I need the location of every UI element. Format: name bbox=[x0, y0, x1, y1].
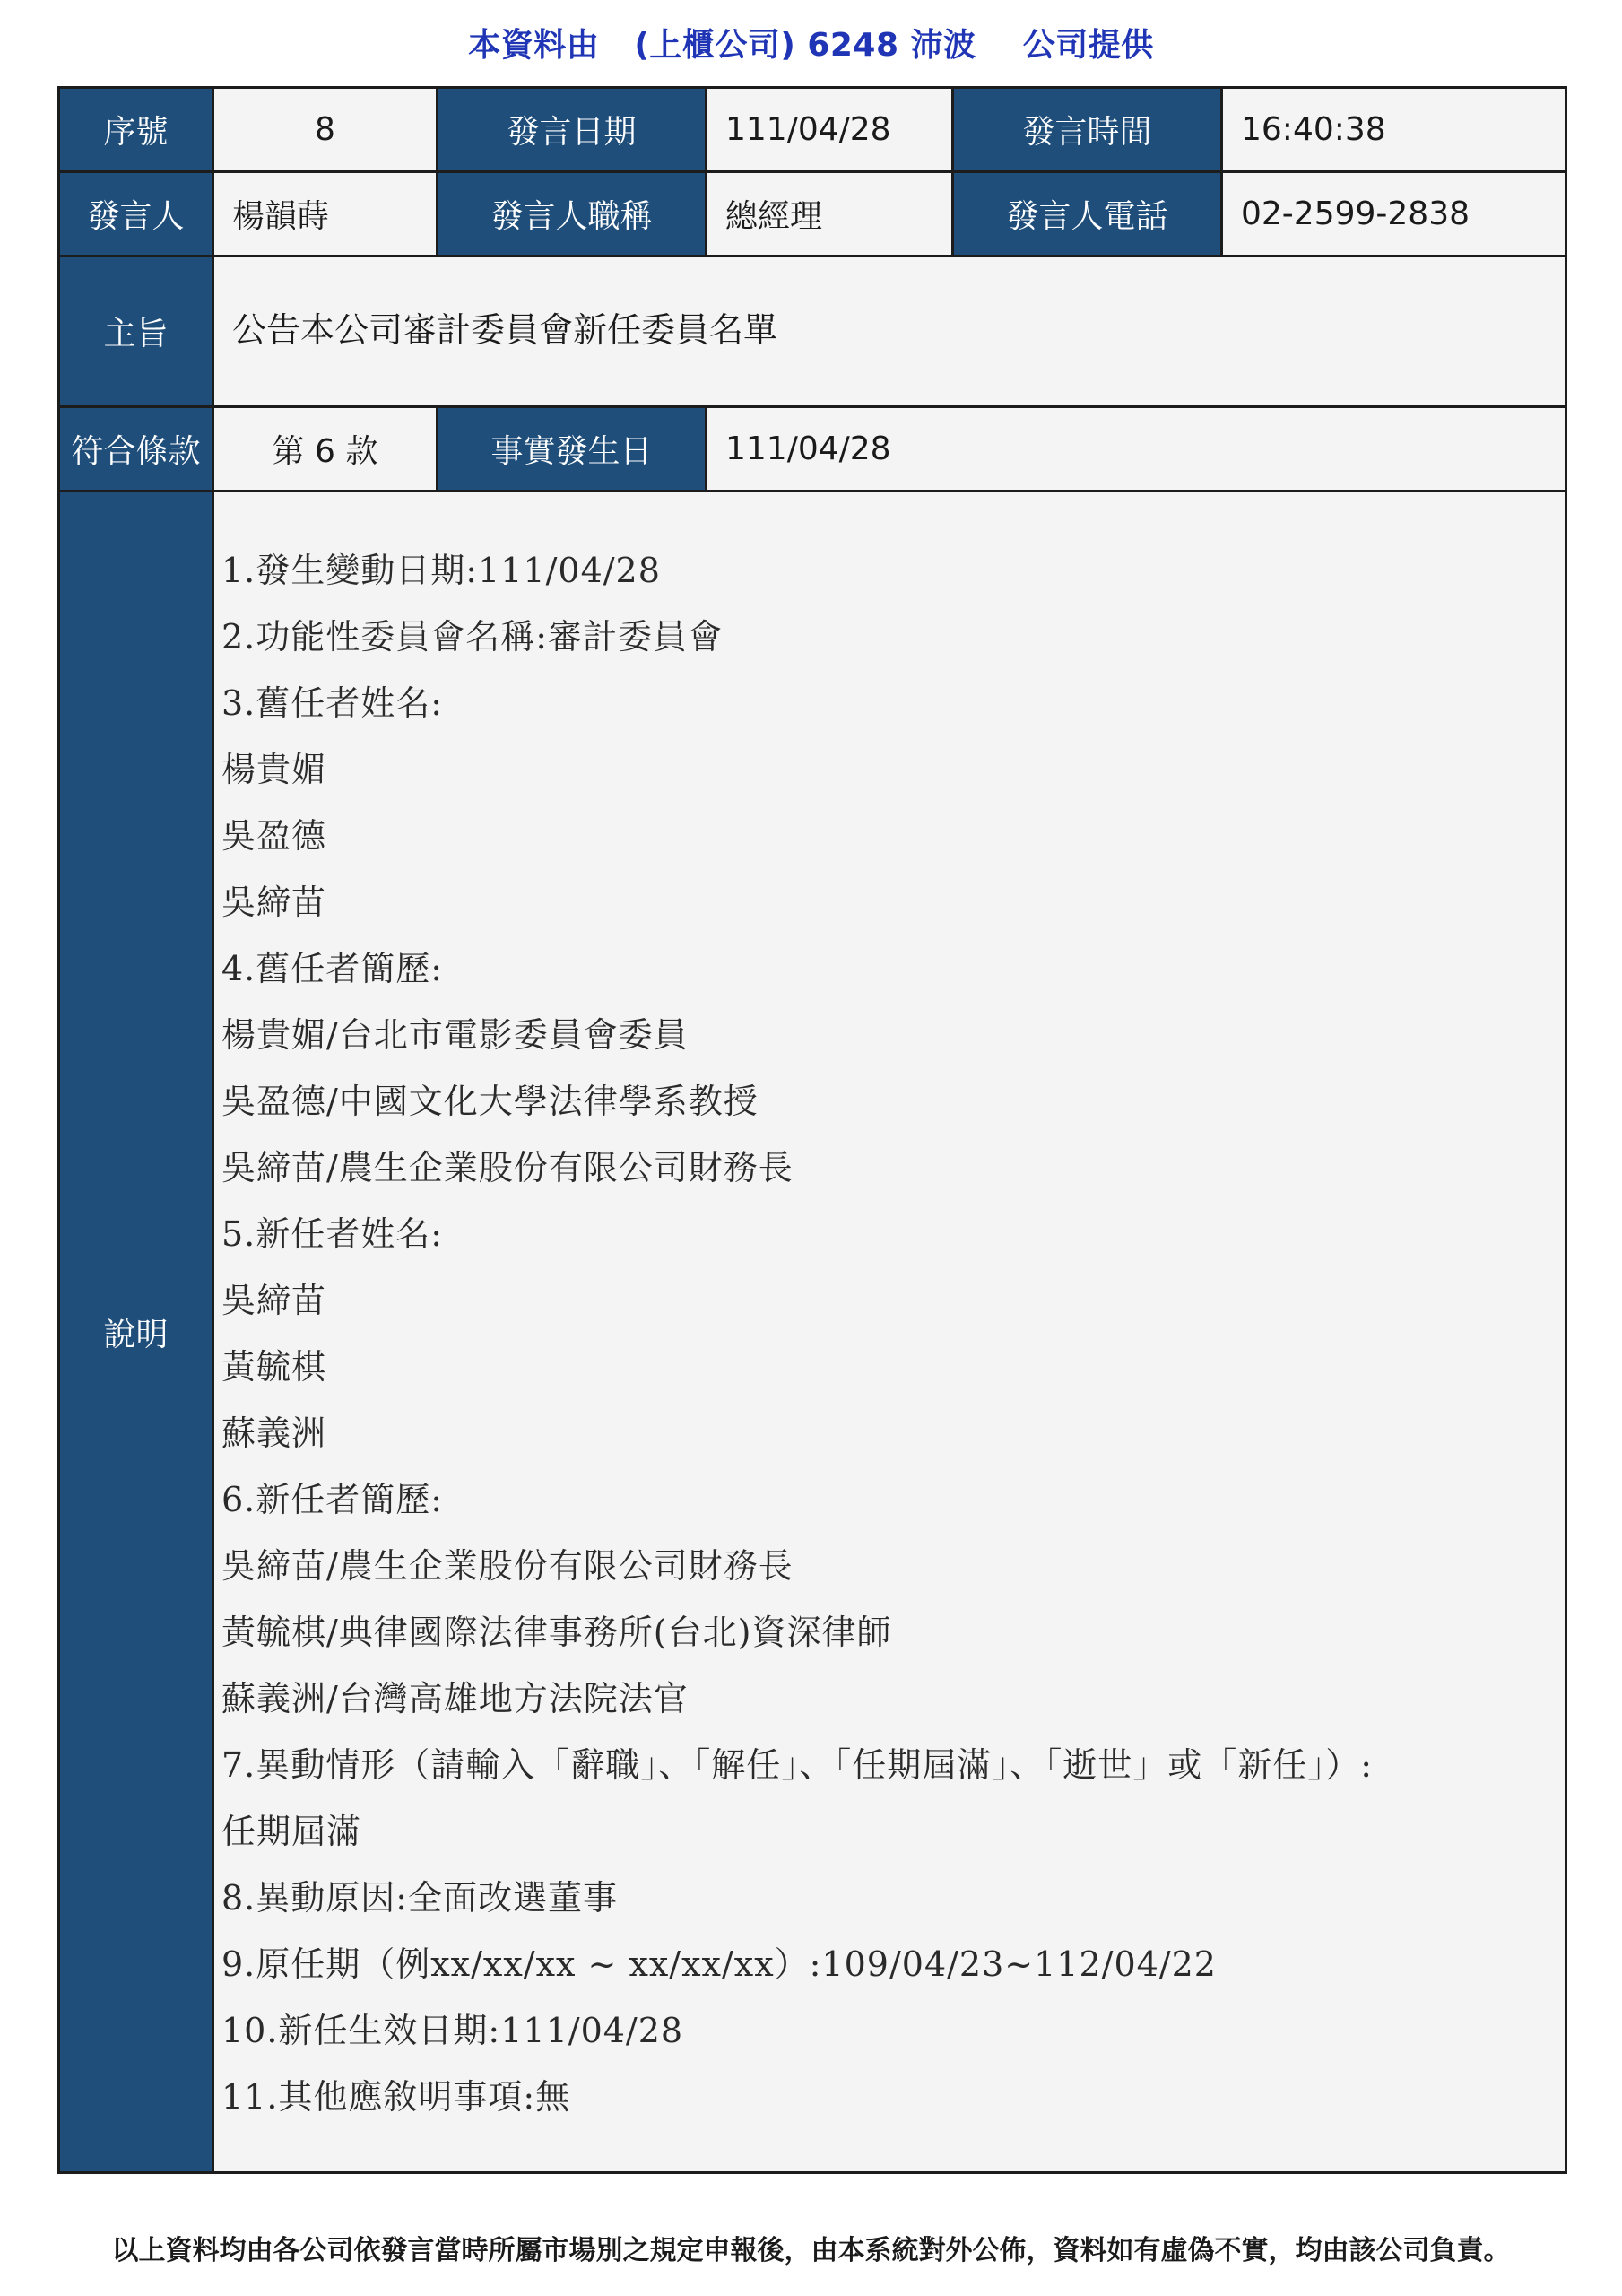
description-line: 吳盈德 bbox=[221, 816, 327, 856]
description-line: 11.其他應敘明事項:無 bbox=[221, 2077, 571, 2117]
date-value: 111/04/28 bbox=[707, 89, 954, 170]
row-subject bbox=[60, 257, 1565, 408]
description-line: 10.新任生效日期:111/04/28 bbox=[221, 2011, 684, 2050]
speaker-phone-value: 02-2599-2838 bbox=[1223, 173, 1565, 255]
description-line: 6.新任者簡歷: bbox=[221, 1480, 444, 1519]
description-line: 任期屆滿 bbox=[221, 1812, 362, 1851]
description-line: 4.舊任者簡歷: bbox=[221, 949, 444, 988]
time-value: 16:40:38 bbox=[1223, 89, 1565, 170]
header-prefix: 本資料由 bbox=[468, 27, 600, 64]
description-body bbox=[214, 492, 1565, 2171]
header-company-name: 沛波 bbox=[910, 27, 976, 64]
description-line: 黃毓棋/典律國際法律事務所(台北)資深律師 bbox=[221, 1613, 892, 1652]
subject-value: 公告本公司審計委員會新任委員名單 bbox=[214, 257, 1565, 405]
description-line: 吳締苗 bbox=[221, 1281, 327, 1320]
description-line: 吳盈德/中國文化大學法律學系教授 bbox=[221, 1082, 759, 1121]
speaker-label: 發言人 bbox=[60, 173, 214, 255]
description-line: 吳締苗 bbox=[221, 883, 327, 922]
fact-date-value: 111/04/28 bbox=[707, 408, 1565, 490]
speaker-value: 楊韻蒔 bbox=[214, 173, 438, 255]
description-line: 楊貴媚 bbox=[221, 750, 327, 789]
description-line: 9.原任期（例xx/xx/xx ~ xx/xx/xx）:109/04/23~112/04/22 bbox=[221, 1944, 1217, 1984]
row-speaker bbox=[60, 173, 1565, 257]
description-line: 蘇義洲/台灣高雄地方法院法官 bbox=[221, 1679, 689, 1718]
description-line: 楊貴媚/台北市電影委員會委員 bbox=[221, 1015, 689, 1055]
description-line: 吳締苗/農生企業股份有限公司財務長 bbox=[221, 1546, 794, 1586]
description-line: 1.發生變動日期:111/04/28 bbox=[221, 551, 661, 590]
fact-date-label: 事實發生日 bbox=[438, 408, 707, 490]
description-line: 吳締苗/農生企業股份有限公司財務長 bbox=[221, 1148, 794, 1187]
page-header bbox=[0, 20, 1622, 65]
description-line: 3.舊任者姓名: bbox=[221, 683, 444, 723]
description-line: 5.新任者姓名: bbox=[221, 1214, 444, 1254]
seq-label: 序號 bbox=[60, 89, 214, 170]
speaker-title-value: 總經理 bbox=[707, 173, 954, 255]
description-line: 黃毓棋 bbox=[221, 1347, 327, 1387]
description-label: 說明 bbox=[60, 492, 214, 2171]
subject-label: 主旨 bbox=[60, 257, 214, 405]
description-line: 2.功能性委員會名稱:審計委員會 bbox=[221, 617, 724, 657]
announcement-table bbox=[57, 86, 1567, 2174]
clause-label: 符合條款 bbox=[60, 408, 214, 490]
description-line: 8.異動原因:全面改選董事 bbox=[221, 1878, 619, 1918]
time-label: 發言時間 bbox=[954, 89, 1223, 170]
speaker-title-label: 發言人職稱 bbox=[438, 173, 707, 255]
row-description bbox=[60, 492, 1565, 2171]
description-line: 蘇義洲 bbox=[221, 1413, 327, 1453]
row-clause bbox=[60, 408, 1565, 492]
footer-disclaimer: 以上資料均由各公司依發言當時所屬市場別之規定申報後，由本系統對外公佈，資料如有虛偽不實，均由該公司負責。 bbox=[111, 2235, 1511, 2266]
header-market: (上櫃公司) bbox=[634, 27, 796, 64]
date-label: 發言日期 bbox=[438, 89, 707, 170]
clause-value: 第 6 款 bbox=[214, 408, 438, 490]
speaker-phone-label: 發言人電話 bbox=[954, 173, 1223, 255]
row-seq-date-time bbox=[60, 89, 1565, 173]
seq-value: 8 bbox=[214, 89, 438, 170]
header-suffix: 公司提供 bbox=[1022, 27, 1154, 64]
description-line: 7.異動情形（請輸入「辭職」、「解任」、「任期屆滿」、「逝世」或「新任」）: bbox=[221, 1745, 1374, 1785]
header-company-code: 6248 bbox=[807, 27, 899, 64]
